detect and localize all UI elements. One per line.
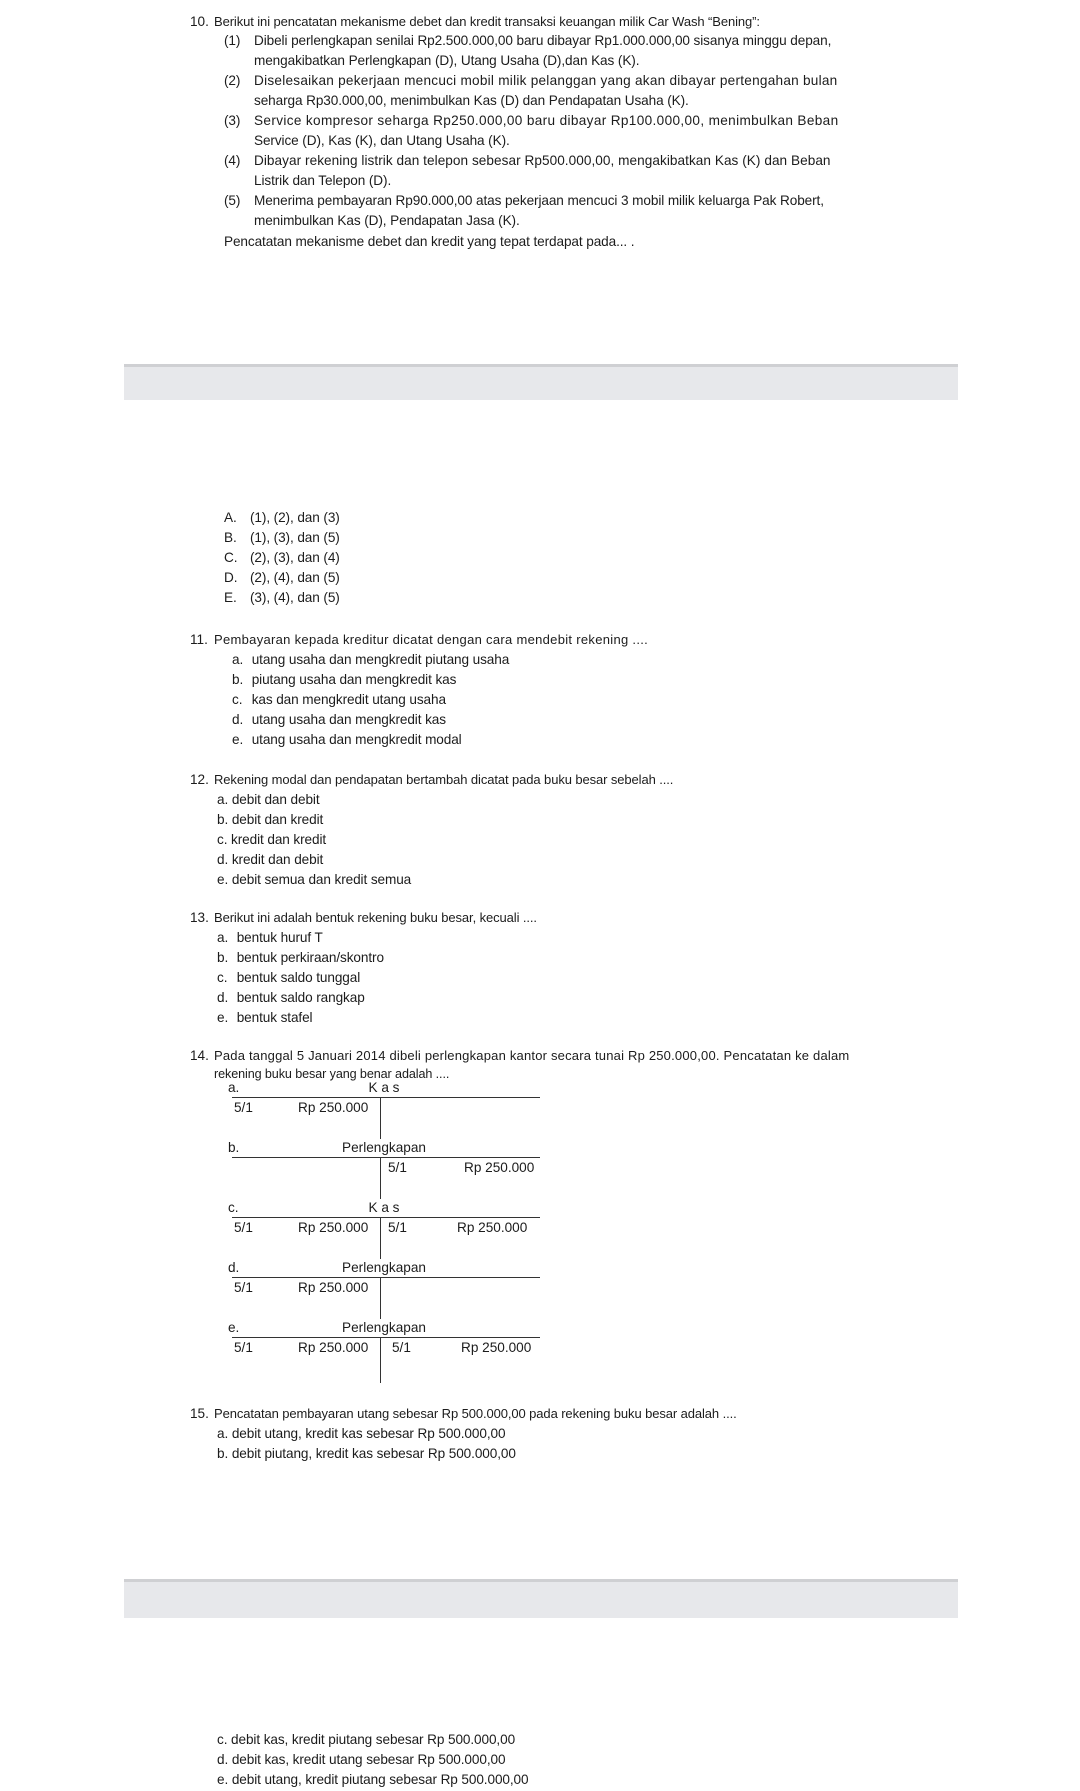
answer-option-b[interactable]: [224, 528, 340, 548]
credit-date: 5/1: [388, 1160, 407, 1175]
option-letter: c.: [232, 692, 243, 707]
debit-amount: Rp 250.000: [298, 1220, 369, 1235]
debit-date: 5/1: [234, 1280, 253, 1295]
item-number: (5): [224, 193, 241, 208]
option-letter: d.: [217, 990, 229, 1005]
question-closing: Pencatatan mekanisme debet dan kredit yang tepat terdapat pada... .: [224, 234, 635, 249]
option-text: (2), (3), dan (4): [250, 550, 340, 565]
question-stem: rekening buku besar yang benar adalah ....: [214, 1067, 450, 1081]
option-letter: c.: [228, 1200, 239, 1215]
option-letter: b.: [217, 950, 229, 965]
item-text: Service (D), Kas (K), dan Utang Usaha (K).: [254, 133, 510, 148]
item-number: (1): [224, 33, 241, 48]
option-letter: E.: [224, 590, 237, 605]
option-letter: d.: [228, 1260, 240, 1275]
option-text: utang usaha dan mengkredit piutang usaha: [251, 652, 510, 667]
answer-option-d[interactable]: [232, 710, 446, 730]
item-number: (3): [224, 113, 241, 128]
question-stem: Rekening modal dan pendapatan bertambah dicatat pada buku besar sebelah ....: [214, 772, 674, 787]
option-text: utang usaha dan mengkredit modal: [251, 732, 462, 747]
debit-date: 5/1: [234, 1220, 253, 1235]
answer-option-d[interactable]: d. kredit dan debit: [217, 852, 324, 867]
debit-amount: Rp 250.000: [298, 1340, 369, 1355]
option-text: (2), (4), dan (5): [250, 570, 340, 585]
answer-option-b[interactable]: [217, 948, 384, 968]
answer-option-c[interactable]: [217, 968, 360, 988]
question-number: 12.: [190, 772, 209, 787]
option-text: (3), (4), dan (5): [250, 590, 340, 605]
question-number: 10.: [190, 14, 209, 29]
option-text: (1), (2), dan (3): [250, 510, 340, 525]
account-title: Perlengkapan: [342, 1320, 426, 1335]
t-account-vertical-line: [380, 1097, 381, 1139]
answer-option-c[interactable]: c. kredit dan kredit: [217, 832, 327, 847]
t-account-horizontal-line: [232, 1277, 540, 1278]
debit-date: 5/1: [234, 1340, 253, 1355]
answer-option-e[interactable]: [224, 588, 340, 608]
item-text: mengakibatkan Perlengkapan (D), Utang Usaha (D),dan Kas (K).: [254, 53, 640, 68]
option-letter: a.: [217, 930, 229, 945]
answer-option-a[interactable]: [232, 650, 509, 670]
item-text: seharga Rp30.000,00, menimbulkan Kas (D) dan Pendapatan Usaha (K).: [254, 93, 689, 108]
question-stem: Pada tanggal 5 Januari 2014 dibeli perlengkapan kantor secara tunai Rp 250.000,00. Pencatatan ke dalam: [214, 1048, 850, 1063]
answer-option-a[interactable]: [228, 1080, 540, 1138]
t-account-horizontal-line: [232, 1217, 540, 1218]
answer-option-e[interactable]: [217, 1008, 312, 1028]
question-number: 15.: [190, 1406, 209, 1421]
answer-option-e[interactable]: e. debit utang, kredit piutang sebesar Rp 500.000,00: [217, 1772, 529, 1787]
t-account-vertical-line: [380, 1277, 381, 1319]
item-text: Dibayar rekening listrik dan telepon sebesar Rp500.000,00, mengakibatkan Kas (K) dan Beban: [254, 153, 831, 168]
answer-option-a[interactable]: [224, 508, 340, 528]
question-number: 14.: [190, 1048, 209, 1063]
option-letter: D.: [224, 570, 238, 585]
question-number: 11.: [190, 632, 208, 647]
t-account-horizontal-line: [232, 1337, 540, 1338]
answer-option-d[interactable]: [217, 988, 365, 1008]
item-text: menimbulkan Kas (D), Pendapatan Jasa (K).: [254, 213, 520, 228]
t-account-horizontal-line: [232, 1157, 540, 1158]
option-letter: c.: [217, 970, 228, 985]
credit-date: 5/1: [388, 1220, 407, 1235]
option-letter: b.: [228, 1140, 240, 1155]
option-text: bentuk huruf T: [236, 930, 323, 945]
account-title: K a s: [368, 1200, 400, 1215]
answer-option-e[interactable]: e. debit semua dan kredit semua: [217, 872, 412, 887]
answer-option-b[interactable]: b. debit dan kredit: [217, 812, 324, 827]
option-letter: B.: [224, 530, 237, 545]
t-account-vertical-line: [380, 1157, 381, 1199]
answer-option-d[interactable]: [228, 1260, 540, 1318]
option-letter: a.: [228, 1080, 240, 1095]
option-letter: C.: [224, 550, 238, 565]
option-letter: e.: [228, 1320, 240, 1335]
account-title: K a s: [368, 1080, 400, 1095]
debit-amount: Rp 250.000: [298, 1280, 369, 1295]
option-letter: A.: [224, 510, 237, 525]
t-account-vertical-line: [380, 1337, 381, 1383]
item-text: Listrik dan Telepon (D).: [254, 173, 392, 188]
option-letter: e.: [217, 1010, 229, 1025]
answer-option-a[interactable]: a. debit utang, kredit kas sebesar Rp 500.000,00: [217, 1426, 506, 1441]
question-stem: Pencatatan pembayaran utang sebesar Rp 500.000,00 pada rekening buku besar adalah ....: [214, 1406, 737, 1421]
credit-date: 5/1: [392, 1340, 411, 1355]
answer-option-a[interactable]: a. debit dan debit: [217, 792, 320, 807]
credit-amount: Rp 250.000: [464, 1160, 535, 1175]
debit-amount: Rp 250.000: [298, 1100, 369, 1115]
option-text: bentuk perkiraan/skontro: [236, 950, 384, 965]
item-text: Diselesaikan pekerjaan mencuci mobil milik pelanggan yang akan dibayar pertengahan bulan: [254, 73, 838, 88]
item-text: Menerima pembayaran Rp90.000,00 atas pekerjaan mencuci 3 mobil milik keluarga Pak Robert,: [254, 193, 824, 208]
credit-amount: Rp 250.000: [457, 1220, 528, 1235]
t-account-horizontal-line: [232, 1097, 540, 1098]
answer-option-a[interactable]: [217, 928, 323, 948]
page-break-separator: [124, 1579, 958, 1618]
option-text: bentuk stafel: [236, 1010, 313, 1025]
answer-option-c[interactable]: [232, 690, 446, 710]
question-stem: Berikut ini pencatatan mekanisme debet dan kredit transaksi keuangan milik Car Wash “Bening”:: [214, 14, 760, 29]
account-title: Perlengkapan: [342, 1260, 426, 1275]
option-letter: b.: [232, 672, 244, 687]
question-number: 13.: [190, 910, 209, 925]
answer-option-d[interactable]: d. debit kas, kredit utang sebesar Rp 500.000,00: [217, 1752, 506, 1767]
answer-option-b[interactable]: [232, 670, 456, 690]
item-text: Dibeli perlengkapan senilai Rp2.500.000,00 baru dibayar Rp1.000.000,00 sisanya minggu depan,: [254, 33, 832, 48]
t-account-vertical-line: [380, 1217, 381, 1259]
item-number: (2): [224, 73, 241, 88]
question-stem: Pembayaran kepada kreditur dicatat dengan cara mendebit rekening ....: [214, 632, 649, 647]
item-text: Service kompresor seharga Rp250.000,00 baru dibayar Rp100.000,00, menimbulkan Beban: [254, 113, 839, 128]
item-number: (4): [224, 153, 241, 168]
answer-option-b[interactable]: [228, 1140, 540, 1198]
option-text: (1), (3), dan (5): [250, 530, 340, 545]
option-letter: e.: [232, 732, 244, 747]
option-text: utang usaha dan mengkredit kas: [251, 712, 446, 727]
answer-option-e[interactable]: [232, 730, 462, 750]
page-break-separator: [124, 364, 958, 401]
answer-option-c[interactable]: [224, 548, 340, 568]
answer-option-b[interactable]: b. debit piutang, kredit kas sebesar Rp 500.000,00: [217, 1446, 516, 1461]
answer-option-c[interactable]: c. debit kas, kredit piutang sebesar Rp 500.000,00: [217, 1732, 516, 1747]
option-text: bentuk saldo rangkap: [236, 990, 365, 1005]
credit-amount: Rp 250.000: [461, 1340, 532, 1355]
option-text: kas dan mengkredit utang usaha: [251, 692, 446, 707]
account-title: Perlengkapan: [342, 1140, 426, 1155]
option-letter: d.: [232, 712, 244, 727]
answer-option-c[interactable]: [228, 1200, 540, 1258]
answer-option-e[interactable]: [228, 1320, 540, 1378]
option-text: bentuk saldo tunggal: [236, 970, 361, 985]
answer-option-d[interactable]: [224, 568, 340, 588]
option-letter: a.: [232, 652, 244, 667]
debit-date: 5/1: [234, 1100, 253, 1115]
option-text: piutang usaha dan mengkredit kas: [251, 672, 457, 687]
question-stem: Berikut ini adalah bentuk rekening buku besar, kecuali ....: [214, 910, 537, 925]
